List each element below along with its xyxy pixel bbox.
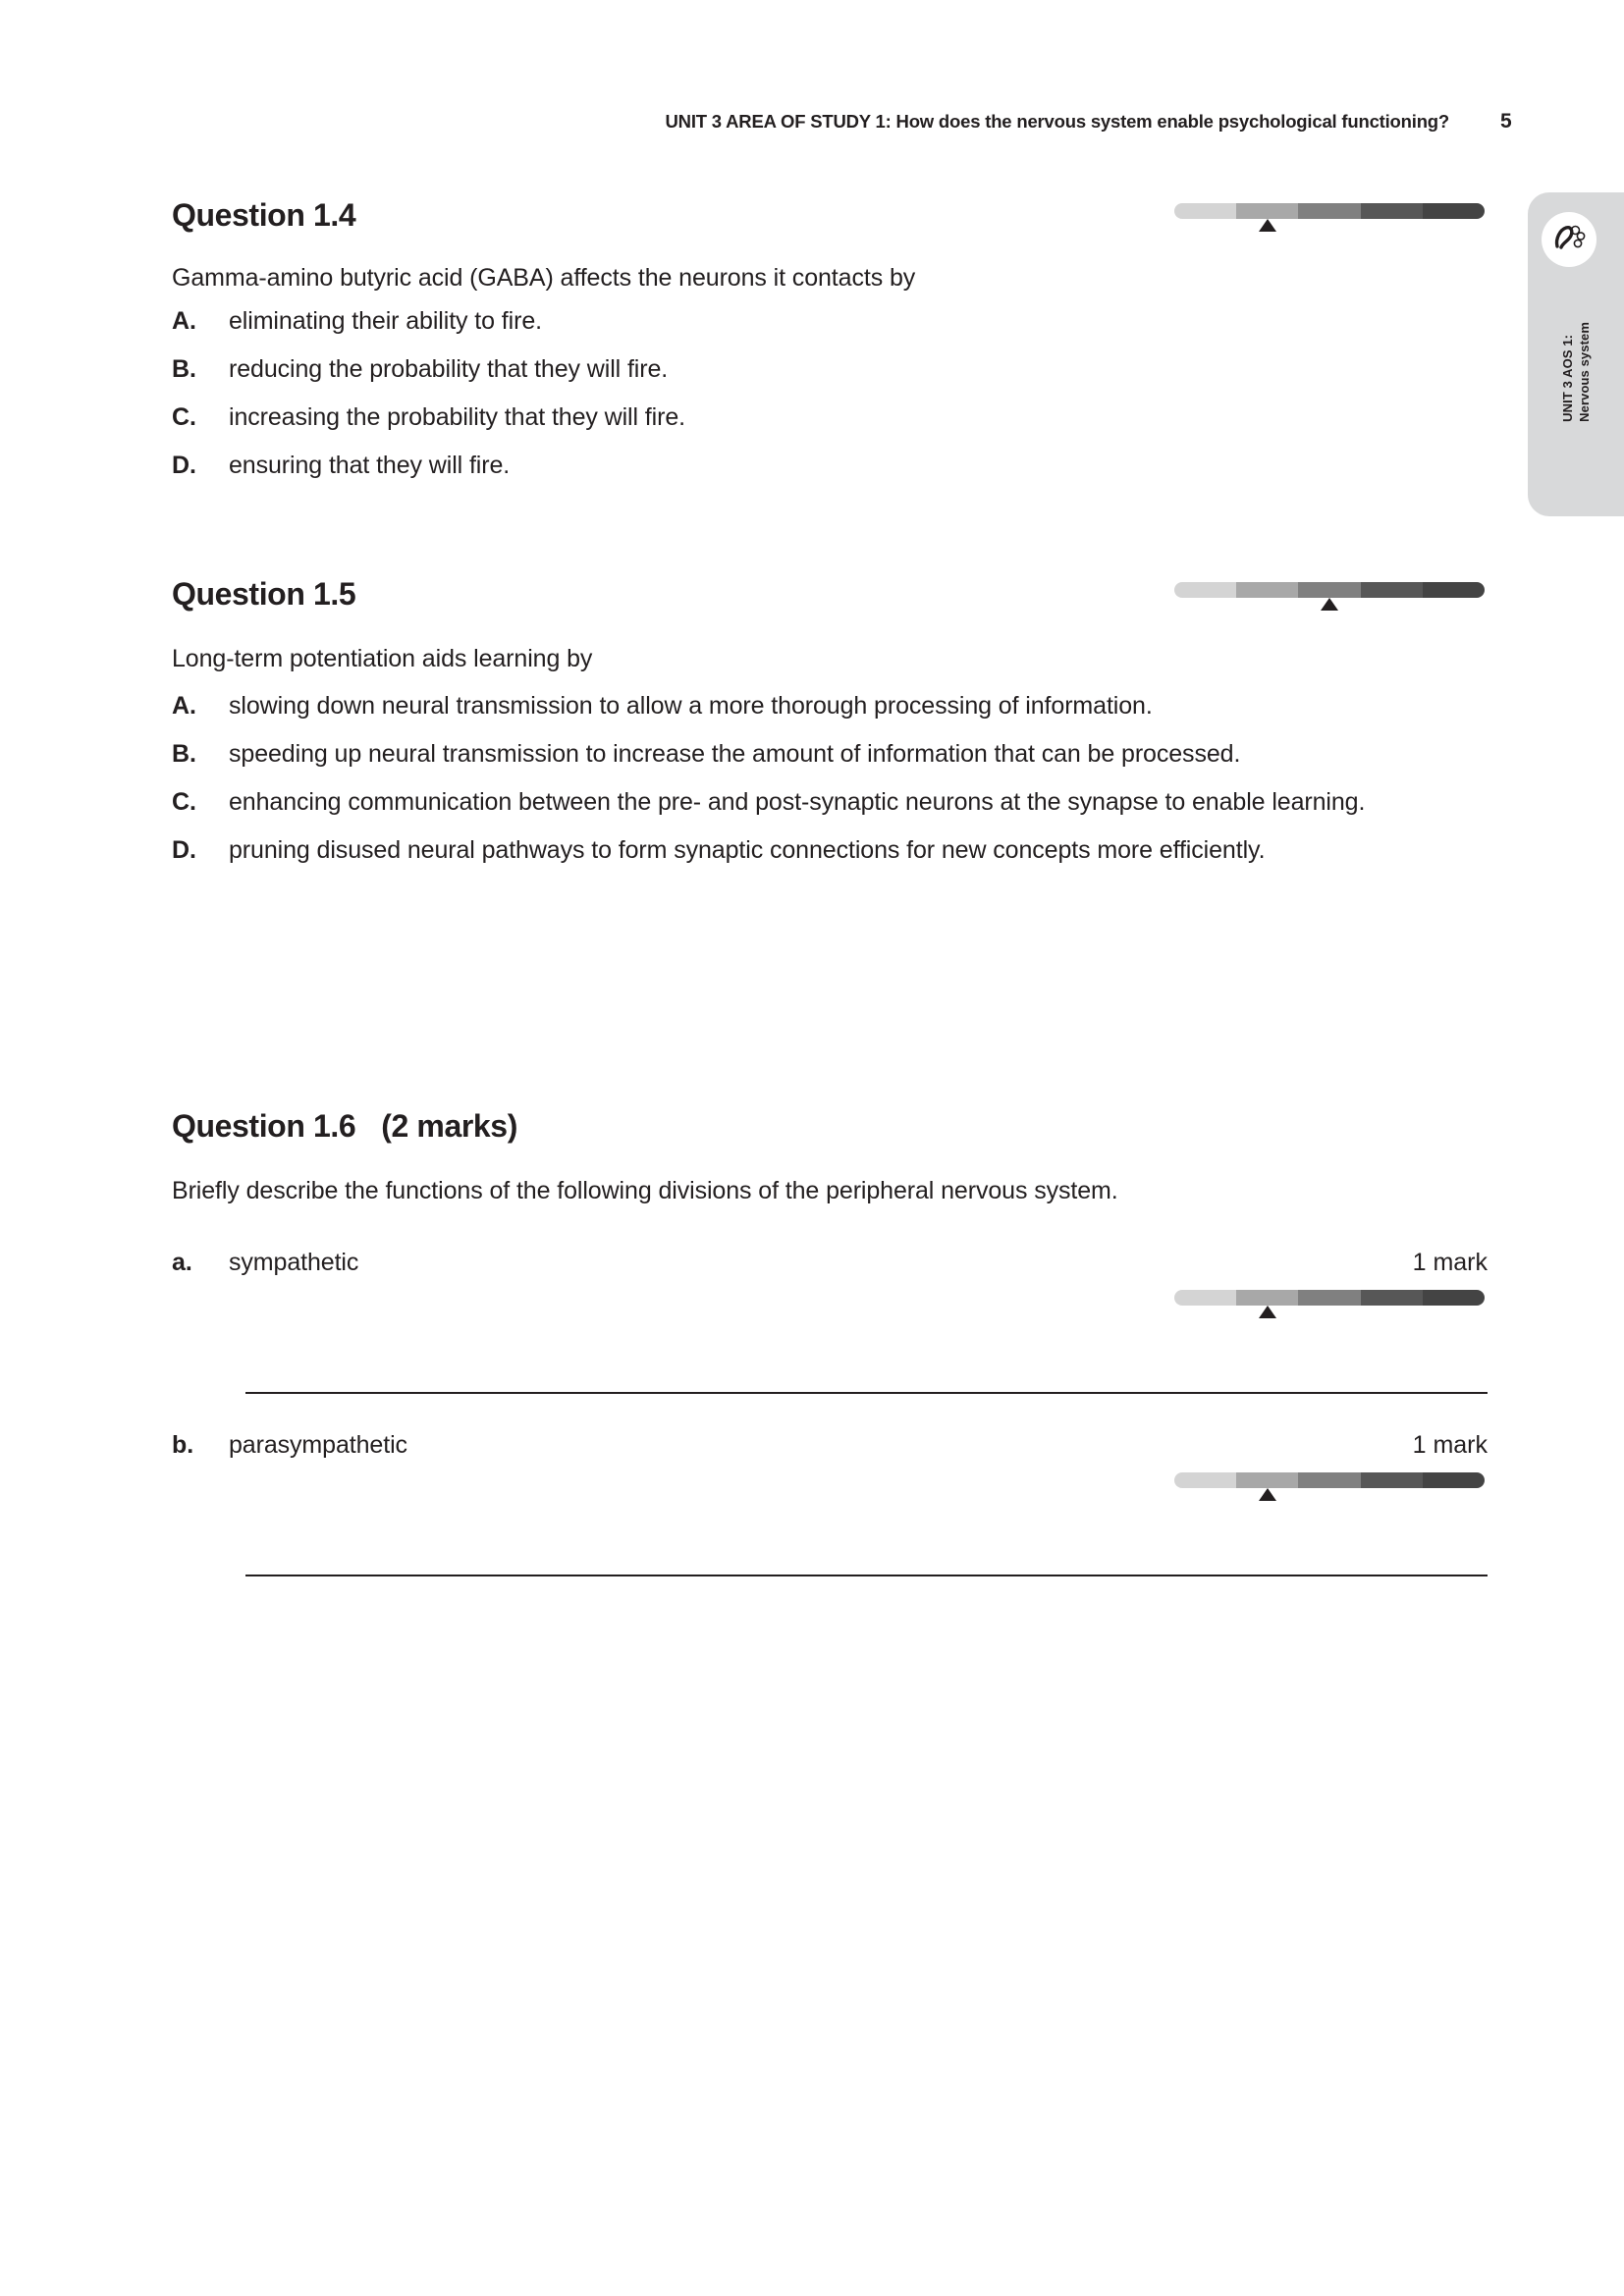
- difficulty-segment-2: [1236, 1290, 1298, 1306]
- difficulty-segment-2: [1236, 582, 1298, 598]
- option-text: slowing down neural transmission to allow a more thorough processing of information.: [229, 692, 1153, 720]
- side-tab-label-line1: UNIT 3 AOS 1:: [1560, 334, 1575, 422]
- answer-line[interactable]: [245, 1392, 1488, 1394]
- subpart-text: sympathetic: [229, 1249, 359, 1276]
- question-marks-1-6: (2 marks): [381, 1107, 517, 1144]
- option-a[interactable]: [172, 689, 1488, 723]
- difficulty-segment-3: [1298, 1472, 1360, 1488]
- option-c[interactable]: [172, 785, 1488, 820]
- difficulty-segment-2: [1236, 203, 1298, 219]
- running-header: [172, 110, 1526, 133]
- options-list-1-4: [172, 304, 1488, 483]
- option-text: enhancing communication between the pre- and post-synaptic neurons at the synapse to enable learning.: [229, 788, 1366, 816]
- option-b[interactable]: [172, 352, 1488, 387]
- option-c[interactable]: [172, 400, 1488, 435]
- option-letter: B.: [172, 355, 196, 383]
- difficulty-track: [1174, 203, 1485, 219]
- difficulty-meter-1-6a: [1174, 1290, 1485, 1306]
- difficulty-track: [1174, 1290, 1485, 1306]
- difficulty-segment-3: [1298, 582, 1360, 598]
- page-number: 5: [1500, 110, 1512, 133]
- options-list-1-5: [172, 689, 1488, 868]
- subpart-mark-label: 1 mark: [1412, 1249, 1488, 1276]
- difficulty-track: [1174, 582, 1485, 598]
- option-text: reducing the probability that they will fire.: [229, 355, 669, 383]
- option-letter: C.: [172, 788, 196, 816]
- running-header-title: UNIT 3 AREA OF STUDY 1: How does the nervous system enable psychological functioning?: [665, 111, 1449, 132]
- question-heading-1-5: Question 1.5: [172, 575, 356, 612]
- difficulty-marker: [1259, 1488, 1276, 1501]
- question-heading-1-6: Question 1.6: [172, 1107, 356, 1144]
- option-letter: D.: [172, 452, 196, 479]
- question-heading-row-1-4: [172, 192, 1488, 238]
- difficulty-segment-4: [1361, 203, 1423, 219]
- difficulty-marker: [1259, 1306, 1276, 1318]
- question-stem-1-5: Long-term potentiation aids learning by: [172, 645, 593, 672]
- option-text: speeding up neural transmission to increase the amount of information that can be processed.: [229, 740, 1241, 768]
- option-text: increasing the probability that they will fire.: [229, 403, 685, 431]
- difficulty-segment-5: [1423, 203, 1485, 219]
- question-stem-1-4: Gamma-amino butyric acid (GABA) affects the neurons it contacts by: [172, 264, 916, 292]
- question-block-1-6: [172, 1103, 1488, 1588]
- difficulty-segment-5: [1423, 582, 1485, 598]
- question-heading-1-4: Question 1.4: [172, 196, 356, 233]
- question-stem-1-6: Briefly describe the functions of the following divisions of the peripheral nervous system.: [172, 1177, 1118, 1204]
- difficulty-segment-5: [1423, 1290, 1485, 1306]
- subpart-letter: b.: [172, 1431, 194, 1459]
- side-tab-label-line2: Nervous system: [1577, 322, 1592, 422]
- subpart-a-row: [172, 1249, 1488, 1277]
- side-tab-unit-3-aos-1[interactable]: [1528, 192, 1624, 516]
- option-letter: A.: [172, 692, 196, 720]
- subpart-mark-label: 1 mark: [1412, 1431, 1488, 1459]
- question-block-1-4: [172, 192, 1488, 497]
- difficulty-segment-1: [1174, 1290, 1236, 1306]
- question-heading-row-1-5: [172, 571, 1488, 616]
- difficulty-segment-4: [1361, 582, 1423, 598]
- option-a[interactable]: [172, 304, 1488, 339]
- subpart-b-row: [172, 1431, 1488, 1460]
- question-block-1-5: [172, 571, 1488, 881]
- difficulty-segment-1: [1174, 1472, 1236, 1488]
- synapse-neuron-icon: [1542, 212, 1597, 267]
- subpart-b: [172, 1431, 1488, 1588]
- option-letter: D.: [172, 836, 196, 864]
- option-text: pruning disused neural pathways to form synaptic connections for new concepts more efficiently.: [229, 836, 1266, 864]
- option-letter: A.: [172, 307, 196, 335]
- subpart-letter: a.: [172, 1249, 192, 1276]
- difficulty-segment-1: [1174, 203, 1236, 219]
- difficulty-segment-4: [1361, 1472, 1423, 1488]
- subpart-text: parasympathetic: [229, 1431, 407, 1459]
- option-text: eliminating their ability to fire.: [229, 307, 542, 335]
- side-tab-label: [1528, 318, 1624, 505]
- difficulty-meter-1-5: [1174, 582, 1485, 598]
- difficulty-segment-4: [1361, 1290, 1423, 1306]
- difficulty-meter-1-6b: [1174, 1472, 1485, 1488]
- difficulty-marker: [1321, 598, 1338, 611]
- option-text: ensuring that they will fire.: [229, 452, 511, 479]
- option-d[interactable]: [172, 833, 1488, 868]
- difficulty-segment-3: [1298, 203, 1360, 219]
- difficulty-segment-5: [1423, 1472, 1485, 1488]
- difficulty-segment-2: [1236, 1472, 1298, 1488]
- difficulty-marker: [1259, 219, 1276, 232]
- difficulty-segment-1: [1174, 582, 1236, 598]
- option-d[interactable]: [172, 449, 1488, 483]
- difficulty-segment-3: [1298, 1290, 1360, 1306]
- option-letter: B.: [172, 740, 196, 768]
- difficulty-meter-1-4: [1174, 203, 1485, 219]
- subpart-a: [172, 1249, 1488, 1406]
- question-heading-row-1-6: [172, 1103, 1488, 1148]
- option-letter: C.: [172, 403, 196, 431]
- option-b[interactable]: [172, 737, 1488, 772]
- difficulty-track: [1174, 1472, 1485, 1488]
- answer-line[interactable]: [245, 1575, 1488, 1576]
